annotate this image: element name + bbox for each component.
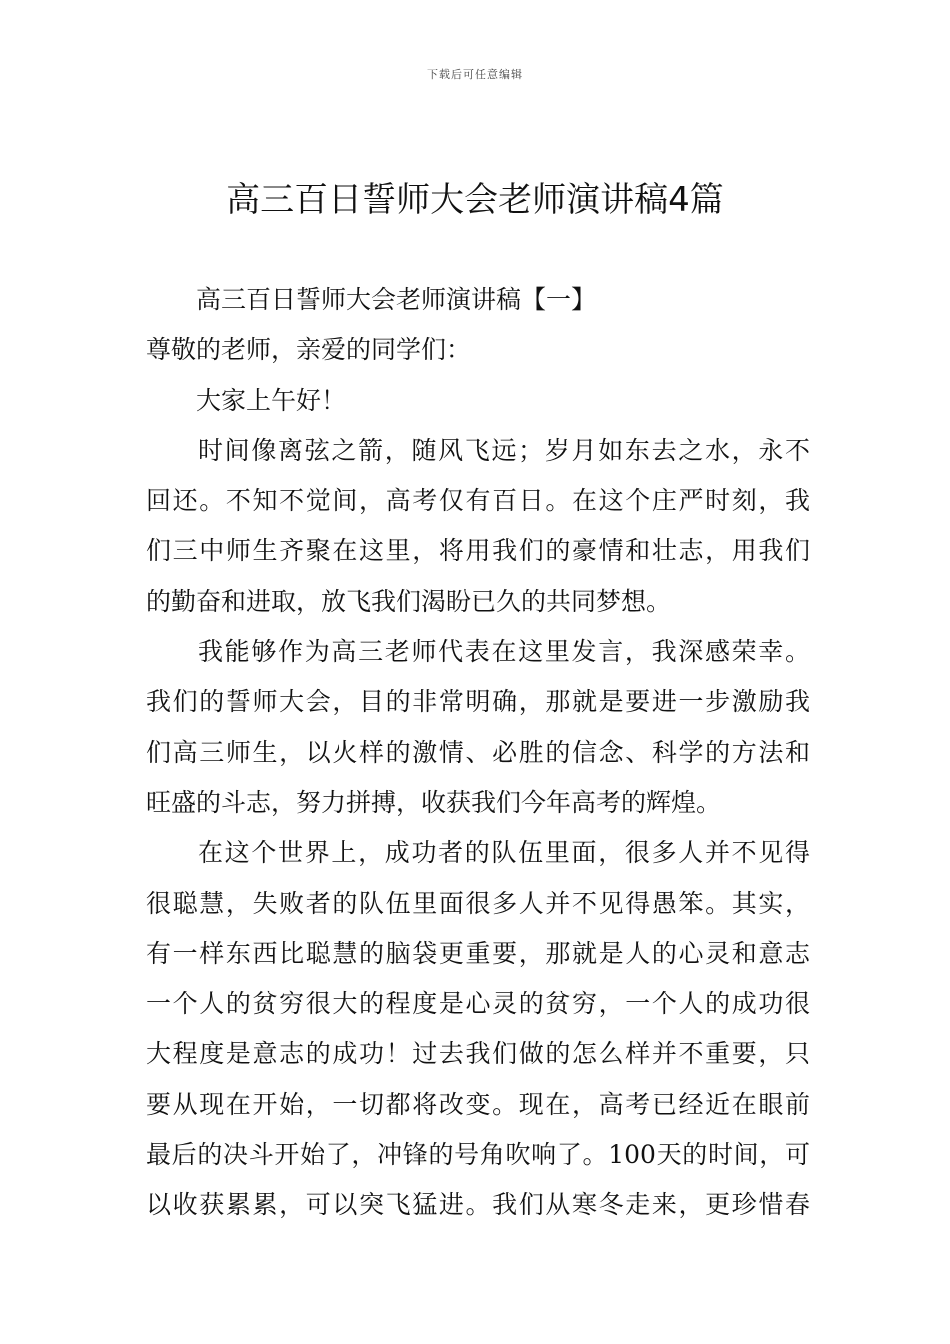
paragraph: [146, 627, 810, 828]
paragraph-line: 旺盛的斗志，努力拼搏，收获我们今年高考的辉煌。: [146, 787, 722, 817]
paragraph-line: 的勤奋和进取，放飞我们渴盼已久的共同梦想。: [146, 586, 672, 616]
document-body: [146, 275, 810, 1231]
paragraph-line: 以收获累累，可以突飞猛进。我们从寒冬走来，更珍惜春: [146, 1190, 810, 1220]
paragraph-line: 时间像离弦之箭，随风飞远；岁月如东去之水，永不: [198, 435, 810, 465]
paragraph-line: 回还。不知不觉间，高考仅有百日。在这个庄严时刻，我: [146, 486, 810, 516]
paragraph-line: 大程度是意志的成功！过去我们做的怎么样并不重要，只: [146, 1039, 810, 1069]
paragraph-line: 最后的决斗开始了，冲锋的号角吹响了。100天的时间，可: [146, 1140, 810, 1170]
paragraph-line: 一个人的贫穷很大的程度是心灵的贫穷，一个人的成功很: [146, 989, 810, 1019]
paragraph-line: 们高三师生，以火样的激情、必胜的信念、科学的方法和: [146, 737, 810, 767]
paragraph-line: 要从现在开始，一切都将改变。现在，高考已经近在眼前: [146, 1089, 810, 1119]
paragraph-line: 有一样东西比聪慧的脑袋更重要，那就是人的心灵和意志: [146, 938, 810, 968]
document-title: 高三百日誓师大会老师演讲稿4篇: [226, 180, 724, 220]
paragraph-line: 们三中师生齐聚在这里，将用我们的豪情和壮志，用我们: [146, 536, 810, 566]
paragraph: [146, 426, 810, 627]
paragraph-line: 我能够作为高三老师代表在这里发言，我深感荣幸。: [198, 637, 810, 667]
greeting: 大家上午好！: [196, 385, 347, 415]
paragraph-line: 很聪慧，失败者的队伍里面很多人并不见得愚笨。其实，: [146, 888, 810, 918]
header-note: 下载后可任意编辑: [427, 68, 523, 81]
section-heading: 高三百日誓师大会老师演讲稿【一】: [196, 285, 597, 314]
paragraph-line: 在这个世界上，成功者的队伍里面，很多人并不见得: [198, 838, 810, 868]
salutation: 尊敬的老师，亲爱的同学们：: [146, 335, 472, 365]
paragraph: [146, 828, 810, 1230]
paragraph-line: 我们的誓师大会，目的非常明确，那就是要进一步激励我: [146, 687, 810, 717]
